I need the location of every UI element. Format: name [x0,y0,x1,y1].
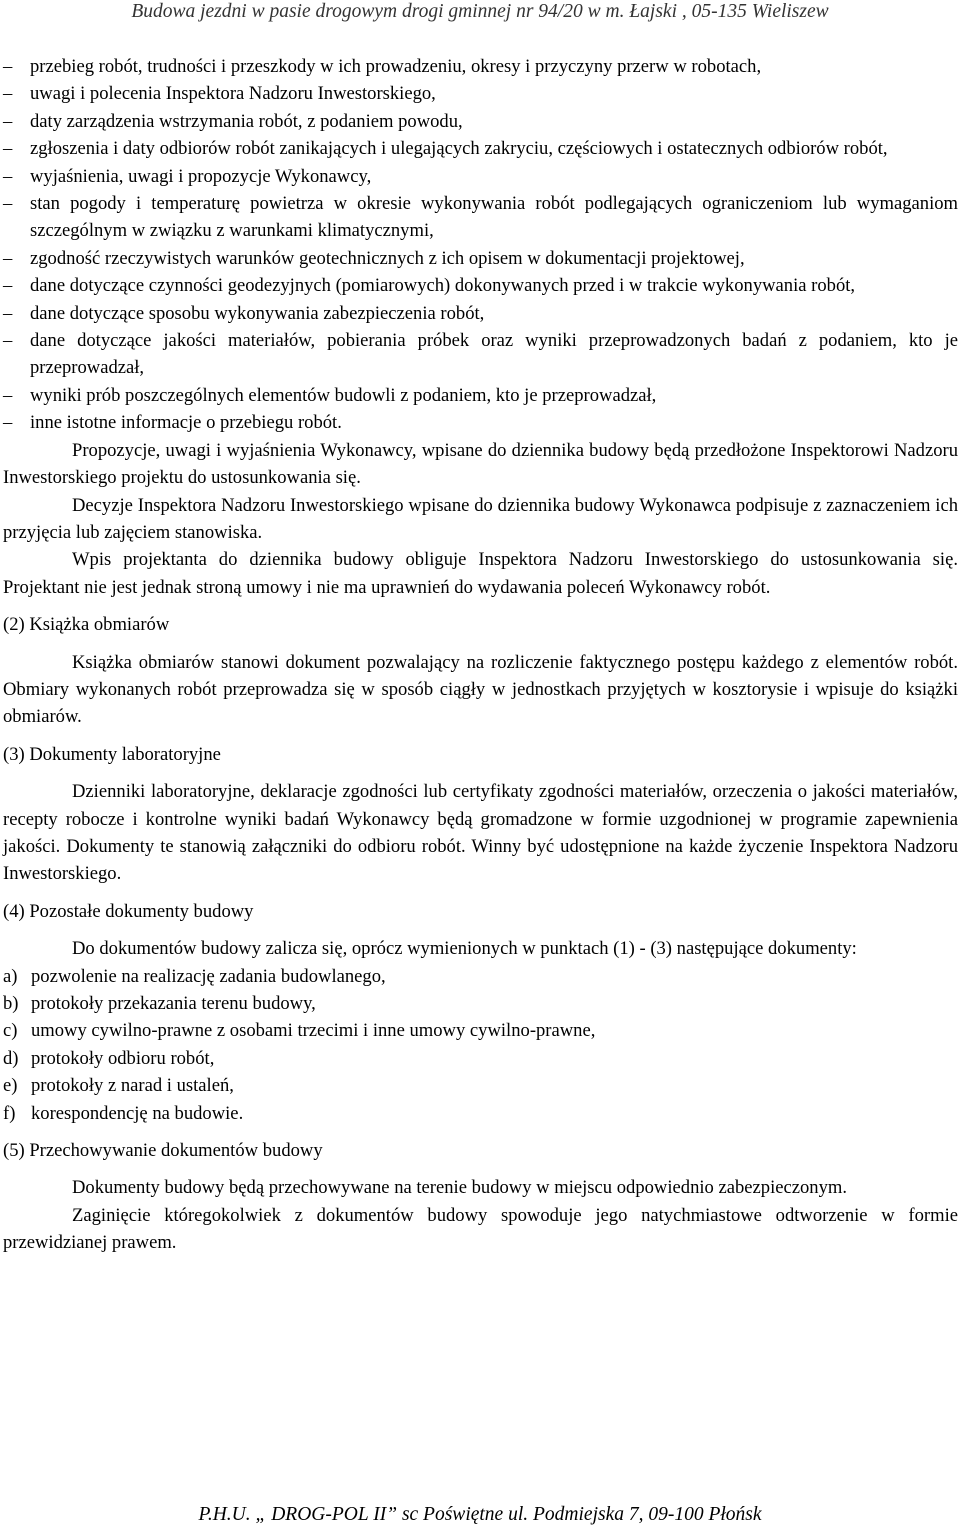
dash-mark: – [3,330,13,352]
list-item [3,1100,958,1127]
list-item [3,990,958,1017]
dash-mark: – [3,193,13,215]
list-item [3,1017,958,1044]
dash-list [3,53,958,437]
list-item-text: dane dotyczące jakości materiałów, pobierania próbek oraz wyniki przeprowadzonych badań z podaniem, kto je przeprowadzał, [30,330,958,379]
list-item-letter: a) [3,965,18,987]
paragraph-designer-entry: Wpis projektanta do dziennika budowy obliguje Inspektora Nadzoru Inwestorskiego do ustosunkowania się. Projektant nie jest jednak stroną umowy i nie ma uprawnień do wydawania poleceń Wykonawcy robót. [3,549,958,598]
paragraph-decisions: Decyzje Inspektora Nadzoru Inwestorskiego wpisane do dziennika budowy Wykonawca podpisuje z zaznaczeniem ich przyjęcia lub zajęciem stanowiska. [3,494,958,543]
list-item [3,963,958,990]
list-item [3,135,958,162]
paragraph-storage: Dokumenty budowy będą przechowywane na terenie budowy w miejscu odpowiednio zabezpieczonym. [72,1177,848,1199]
paragraph-loss: Zaginięcie któregokolwiek z dokumentów budowy spowoduje jego natychmiastowe odtworzenie w formie przewidzianej prawem. [3,1204,958,1254]
list-item-text: protokoły przekazania terenu budowy, [31,993,316,1014]
list-item-text: protokoły odbioru robót, [31,1047,215,1069]
list-item [3,382,958,409]
list-item [3,163,958,190]
other-documents-list [3,963,958,1127]
dash-mark: – [3,412,13,434]
dash-mark: – [3,384,13,406]
list-item-text: inne istotne informacje o przebiegu robót. [30,412,342,434]
list-item [3,272,958,299]
list-item-text: uwagi i polecenia Inspektora Nadzoru Inwestorskiego, [30,83,436,105]
dash-mark: – [3,302,13,324]
list-item [3,190,958,245]
paragraph-proposals: Propozycje, uwagi i wyjaśnienia Wykonawcy, wpisane do dziennika budowy będą przedłożone Inspektorowi Nadzoru Inwestorskiego projektu do ustosunkowania się. [3,439,958,489]
page-header: Budowa jezdni w pasie drogowym drogi gminnej nr 94/20 w m. Łajski , 05-135 Wieliszew [131,1,829,22]
list-item-letter: e) [3,1075,18,1097]
list-item-text: zgodność rzeczywistych warunków geotechnicznych z ich opisem w dokumentacji projektowej, [30,247,745,269]
list-item-text: dane dotyczące czynności geodezyjnych (pomiarowych) dokonywanych przed i w trakcie wykonywania robót, [30,275,856,297]
list-item [3,80,958,107]
paragraph-measurement-book: Książka obmiarów stanowi dokument pozwalający na rozliczenie faktycznego postępu każdego z elementów robót. Obmiary wykonanych robót przeprowadza się w sposób ciągły w jednostkach przyjętych w kosztorysie i wpisuje do książki obmiarów. [3,651,958,728]
dash-mark: – [3,56,13,77]
list-item-text: korespondencję na budowie. [31,1102,244,1124]
page-footer: P.H.U. „ DROG-POL II” sc Poświętne ul. Podmiejska 7, 09-100 Płońsk [198,1504,762,1525]
list-item [3,1072,958,1099]
list-item [3,53,958,80]
dash-mark: – [3,275,13,297]
dash-mark: – [3,247,13,269]
list-item [3,409,958,436]
list-item-text: wyjaśnienia, uwagi i propozycje Wykonawcy, [30,165,372,187]
list-item-letter: c) [3,1020,18,1042]
dash-mark: – [3,165,13,187]
list-item-letter: d) [3,1047,19,1069]
document-body [3,53,958,1257]
dash-mark: – [3,83,13,105]
list-item-text: daty zarządzenia wstrzymania robót, z podaniem powodu, [30,110,463,132]
list-item-text: stan pogody i temperaturę powietrza w okresie wykonywania robót podlegających ograniczeniom lub wymaganiom szczególnym w związku z warunkami klimatycznymi, [30,193,958,242]
paragraph-lab-documents: Dzienniki laboratoryjne, deklaracje zgodności lub certyfikaty zgodności materiałów, orzeczenia o jakości materiałów, recepty robocze i kontrolne wyniki badań Wykonawcy będą gromadzone w formie uzgodnionej w programie zapewnienia jakości. Dokumenty te stanowią załączniki do odbioru robót. Winny być udostępnione na każde życzenie Inspektora Nadzoru Inwestorskiego. [3,781,958,885]
list-item-text: protokoły z narad i ustaleń, [31,1075,234,1097]
list-item-text: umowy cywilno-prawne z osobami trzecimi i inne umowy cywilno-prawne, [31,1020,596,1042]
list-item [3,108,958,135]
list-item-letter: b) [3,993,19,1014]
list-item [3,300,958,327]
section-heading-lab-documents: (3) Dokumenty laboratoryjne [3,743,221,765]
list-item-text: pozwolenie na realizację zadania budowlanego, [31,965,386,987]
paragraph-other-documents-intro: Do dokumentów budowy zalicza się, oprócz wymienionych w punktach (1) - (3) następujące dokumenty: [72,938,857,960]
list-item-text: zgłoszenia i daty odbiorów robót zanikających i ulegających zakryciu, częściowych i ostatecznych odbiorów robót, [30,138,888,160]
list-item [3,245,958,272]
list-item-text: wyniki prób poszczególnych elementów budowli z podaniem, kto je przeprowadzał, [30,384,657,406]
list-item [3,1045,958,1072]
section-heading-storage: (5) Przechowywanie dokumentów budowy [3,1140,323,1162]
section-heading-measurement-book: (2) Książka obmiarów [3,614,170,636]
dash-mark: – [3,110,13,132]
list-item [3,327,958,382]
section-heading-other-documents: (4) Pozostałe dokumenty budowy [3,900,254,922]
list-item-text: dane dotyczące sposobu wykonywania zabezpieczenia robót, [30,302,485,324]
list-item-text: przebieg robót, trudności i przeszkody w ich prowadzeniu, okresy i przyczyny przerw w robotach, [30,56,762,77]
list-item-letter: f) [3,1102,16,1124]
dash-mark: – [3,138,13,160]
